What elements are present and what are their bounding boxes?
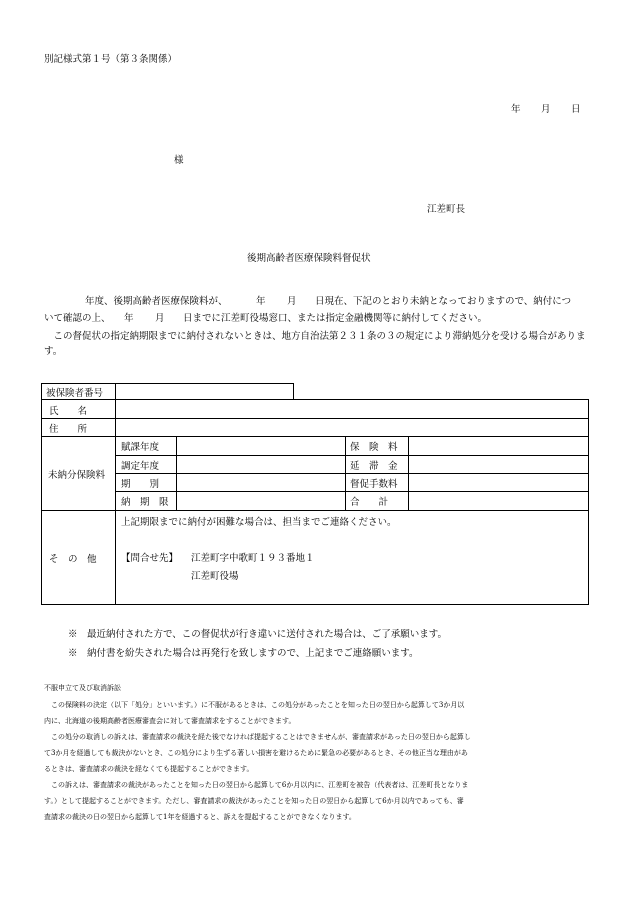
reminder-fee-label: 督促手数料: [350, 479, 398, 490]
date-month: 月: [541, 104, 551, 115]
body-p1-a: 年度、後期高齢者医療保険料が、: [85, 296, 228, 307]
appeal-line: この訴えは、審査請求の裁決があったことを知った日の翌日から起算して6か月以内に、江差町を被告（代表者は、江差町長となりま: [44, 781, 469, 789]
assessment-year-label: 賦課年度: [121, 442, 160, 453]
contact-address: 江差町字中歌町１９３番地１: [191, 553, 315, 564]
appeal-line: るときは、審査請求の裁決を経なくても提起することができます。: [44, 765, 254, 773]
addressee-suffix: 様: [174, 155, 184, 166]
body-p1-b: 年: [256, 296, 266, 307]
note-2: ※ 納付書を紛失された場合は再発行を致しますので、上記までご連絡願います。: [68, 648, 419, 659]
appeal-line: この保険料の決定（以下「処分」といいます。）に不服があるときは、この処分があったことを知った日の翌日から起算して3か月以: [44, 701, 465, 709]
name-label: 氏 名: [49, 406, 88, 417]
appeal-line: この処分の取消しの訴えは、審査請求の裁決を経た後でなければ提起することはできませんが、審査請求があった日の翌日から起算し: [44, 733, 471, 741]
total-label: 合 計: [350, 497, 389, 508]
note-1: ※ 最近納付された方で、この督促状が行き違いに送付された場合は、ご了承願います。: [68, 629, 448, 640]
due-date-label: 納 期 限: [121, 497, 169, 508]
appeal-heading: 不服申立て及び取消訴訟: [44, 684, 121, 692]
appeal-line: 内に、北海道の後期高齢者医療審査会に対して審査請求をすることができます。: [44, 717, 296, 725]
body-p1-g: 月: [155, 313, 165, 324]
page-title: 後期高齢者医療保険料督促状: [247, 253, 371, 264]
adjustment-year-label: 調定年度: [121, 461, 160, 472]
contact-label: 【問合せ先】: [121, 553, 179, 564]
insured-number-label: 被保険者番号: [46, 388, 104, 399]
address-label: 住 所: [49, 424, 88, 435]
body-p1-h: 日までに江差町役場窓口、または指定金融機関等に納付してください。: [183, 313, 488, 324]
body-p1-e: いて確認の上、: [44, 313, 111, 324]
other-label: そ の 他: [49, 554, 97, 565]
body-p1-d: 日現在、下記のとおり未納となっておりますので、納付につ: [315, 296, 572, 307]
date-day: 日: [571, 104, 581, 115]
issuer: 江差町長: [427, 204, 466, 215]
appeal-line: 査請求の裁決の日の翌日から起算して1年を経過すると、訴えを提起することができなくなります。: [44, 813, 356, 821]
body-p1-c: 月: [287, 296, 297, 307]
unpaid-premium-label: 未納分保険料: [48, 470, 106, 481]
appeal-line: て3か月を経過しても裁決がないとき、この処分により生ずる著しい損害を避けるために緊急の必要があるとき、その他正当な理由があ: [44, 749, 468, 757]
other-note: 上記期限までに納付が困難な場合は、担当までご連絡ください。: [121, 517, 397, 528]
form-id: 別記様式第１号（第３条関係）: [44, 54, 178, 65]
premium-label: 保 険 料: [350, 442, 398, 453]
late-fee-label: 延 滞 金: [350, 461, 398, 472]
contact-office: 江差町役場: [191, 571, 239, 582]
period-label: 期 別: [121, 479, 160, 490]
appeal-line: す。）として提起することができます。ただし、審査請求の裁決があったことを知った日の翌日から起算して6か月以内であっても、審: [44, 797, 464, 805]
date-year: 年: [511, 104, 521, 115]
body-paragraph-2: この督促状の指定納期限までに納付されないときは、地方自治法第２３１条の３の規定により滞納処分を受ける場合があります。: [44, 331, 586, 357]
body-p1-f: 年: [124, 313, 134, 324]
